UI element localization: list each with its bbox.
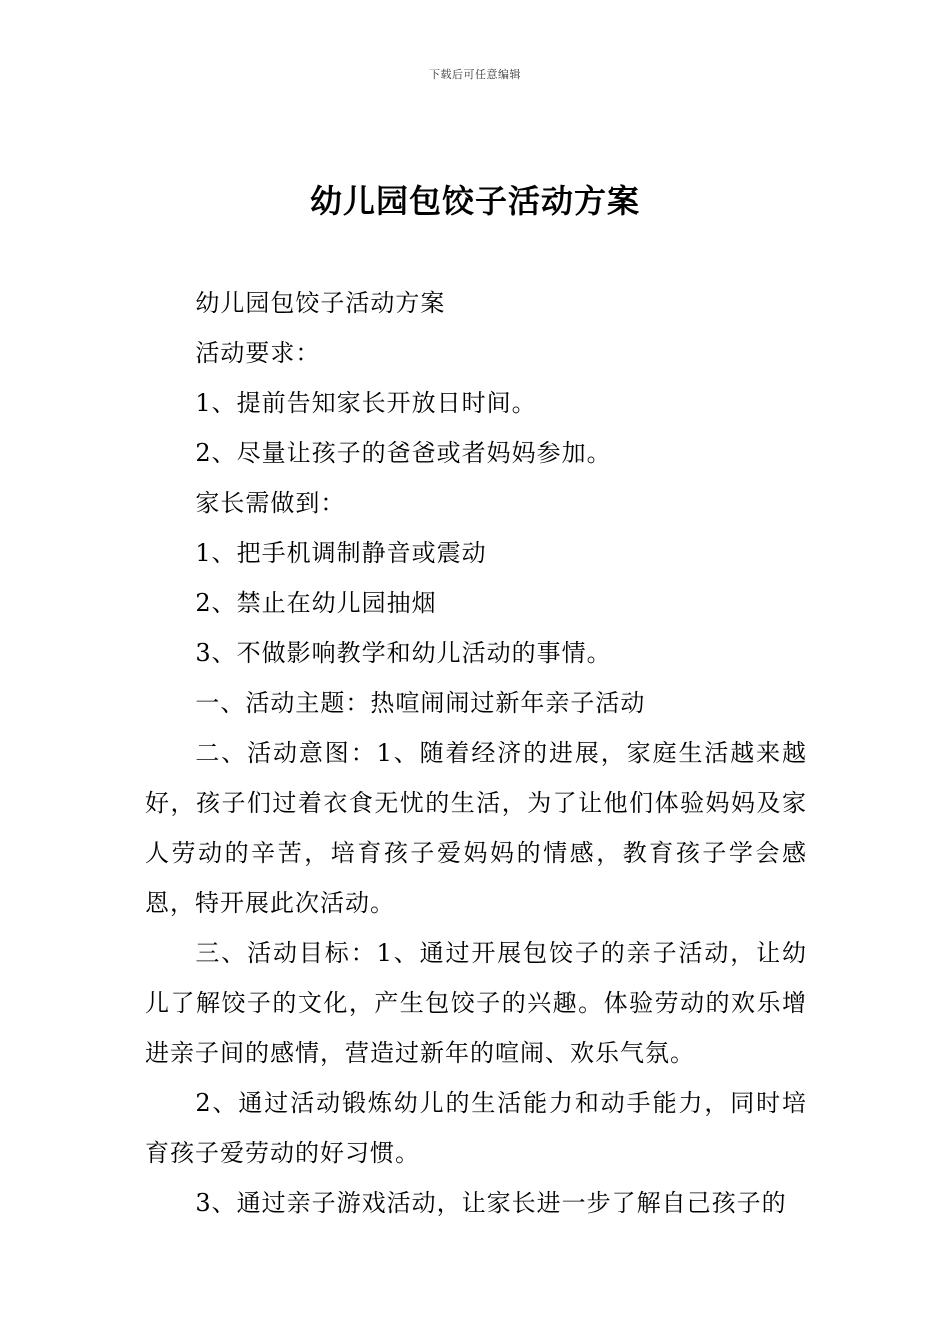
paragraph: 1、把手机调制静音或震动 (195, 539, 487, 567)
document-title: 幼儿园包饺子活动方案 (309, 182, 640, 220)
header-note: 下载后可任意编辑 (429, 68, 521, 81)
paragraph: 2、禁止在幼儿园抽烟 (195, 589, 437, 617)
paragraph: 3、通过亲子游戏活动，让家长进一步了解自己孩子的 (195, 1189, 787, 1217)
document-body (145, 278, 807, 1228)
paragraph: 二、活动意图：1、随着经济的进展，家庭生活越来越好，孩子们过着衣食无忧的生活，为了让他们体验妈妈及家人劳动的辛苦，培育孩子爱妈妈的情感，教育孩子学会感恩，特开展此次活动。 (145, 739, 807, 917)
paragraph: 1、提前告知家长开放日时间。 (195, 389, 537, 417)
paragraph: 幼儿园包饺子活动方案 (195, 289, 446, 317)
paragraph: 2、尽量让孩子的爸爸或者妈妈参加。 (195, 439, 612, 467)
paragraph: 三、活动目标：1、通过开展包饺子的亲子活动，让幼儿了解饺子的文化，产生包饺子的兴趣。体验劳动的欢乐增进亲子间的感情，营造过新年的喧闹、欢乐气氛。 (145, 939, 807, 1067)
paragraph: 一、活动主题：热喧闹闹过新年亲子活动 (195, 689, 646, 717)
paragraph: 家长需做到： (195, 489, 346, 517)
paragraph: 3、不做影响教学和幼儿活动的事情。 (195, 639, 612, 667)
paragraph: 活动要求： (195, 339, 321, 367)
paragraph: 2、通过活动锻炼幼儿的生活能力和动手能力，同时培育孩子爱劳动的好习惯。 (145, 1089, 807, 1167)
